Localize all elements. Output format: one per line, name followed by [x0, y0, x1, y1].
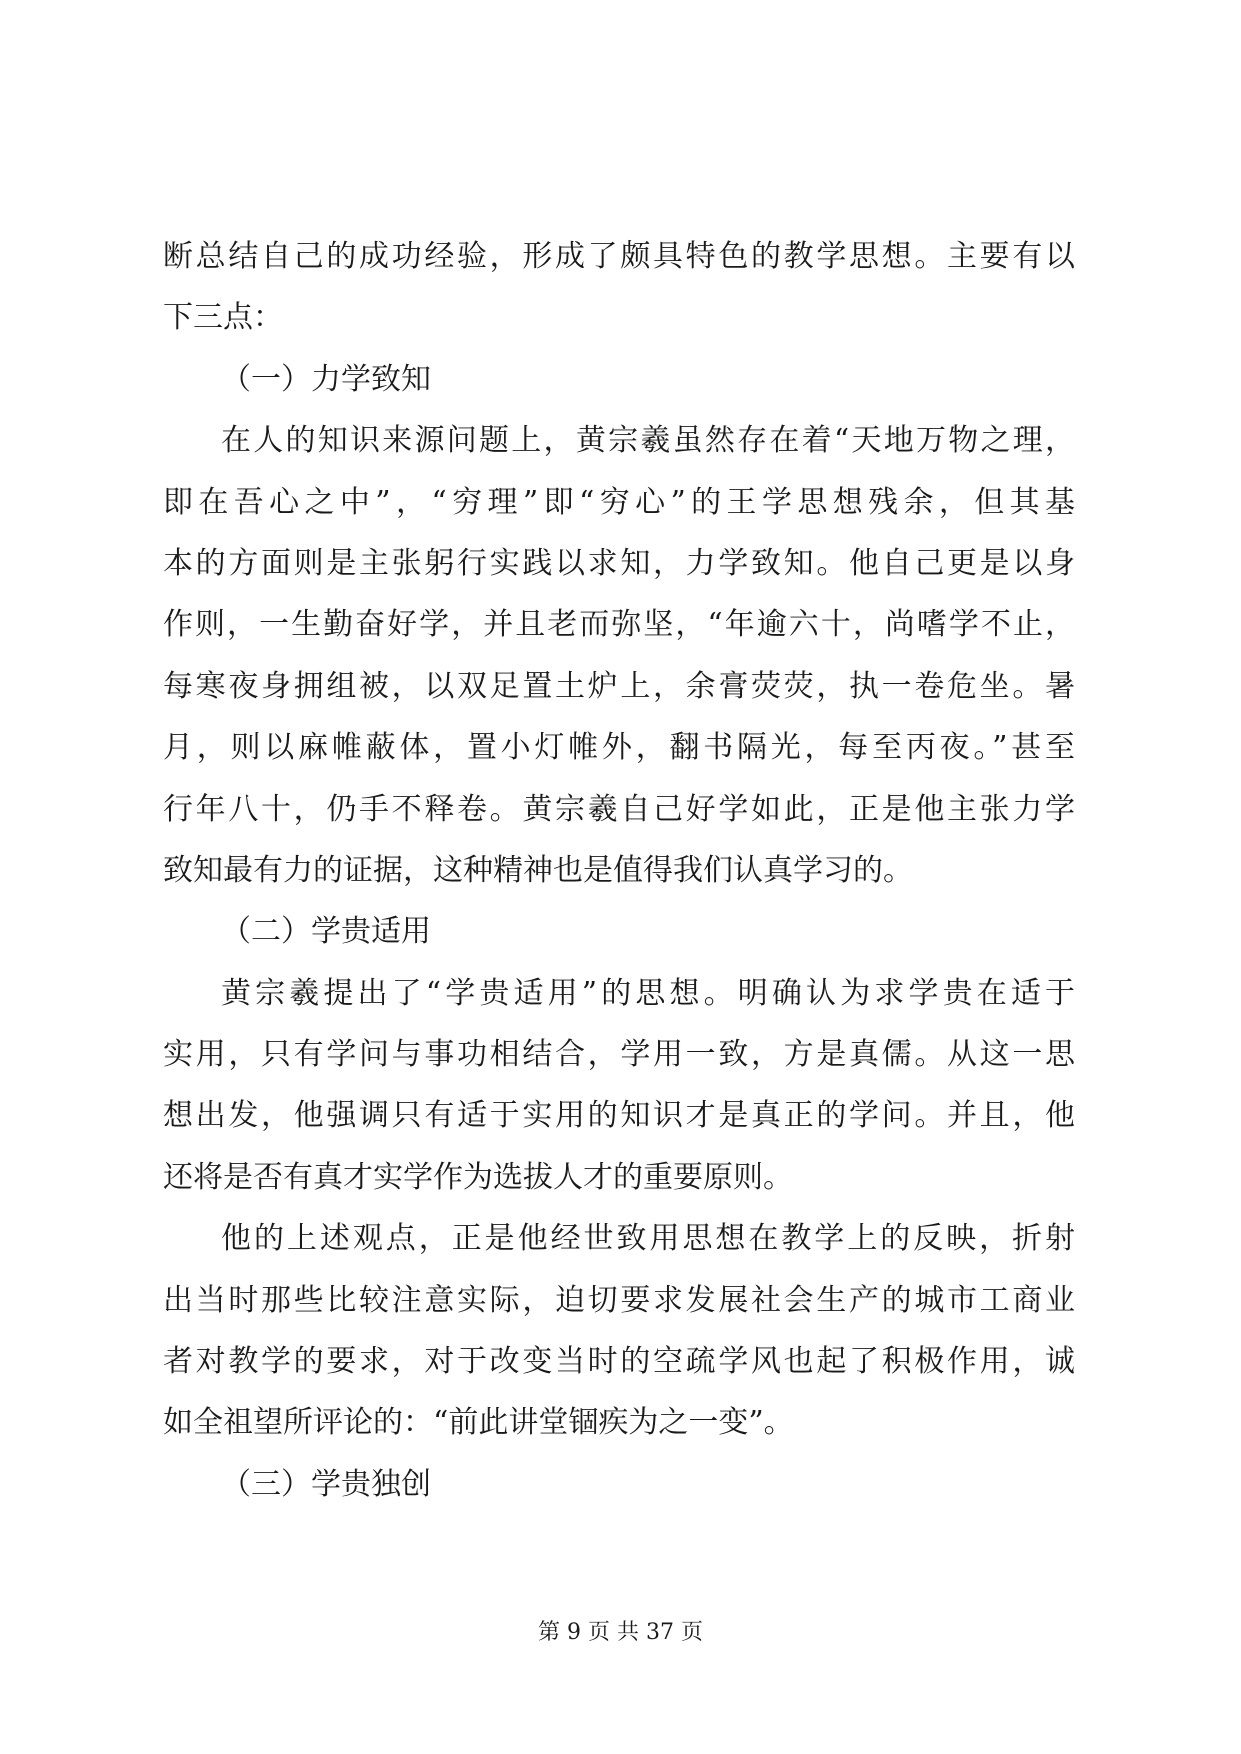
text-line: 每寒夜身拥组被，以双足置土炉上，余膏荧荧，执一卷危坐。暑 [163, 668, 1075, 704]
text-line: 想出发，他强调只有适于实用的知识才是真正的学问。并且，他 [163, 1098, 1075, 1134]
text-line: 在人的知识来源问题上，黄宗羲虽然存在着“天地万物之理， [221, 423, 1075, 459]
section-heading: （二）学贵适用 [221, 914, 431, 950]
section-heading: （三）学贵独创 [221, 1466, 431, 1502]
page-footer: 第 9 页 共 37 页 [538, 1620, 703, 1645]
text-line: 者对教学的要求，对于改变当时的空疏学风也起了积极作用，诚 [163, 1344, 1075, 1380]
text-line: 本的方面则是主张躬行实践以求知，力学致知。他自己更是以身 [163, 545, 1075, 581]
body-text [163, 226, 1075, 1515]
text-line: 致知最有力的证据，这种精神也是值得我们认真学习的。 [163, 852, 913, 888]
text-line: 断总结自己的成功经验，形成了颇具特色的教学思想。主要有以 [163, 239, 1075, 274]
text-line: 即在吾心之中”，“穷理”即“穷心”的王学思想残余，但其基 [163, 484, 1075, 520]
section-heading: （一）力学致知 [221, 361, 431, 397]
text-line: 作则，一生勤奋好学，并且老而弥坚，“年逾六十，尚嗜学不止， [163, 607, 1075, 643]
text-line: 下三点： [163, 300, 283, 336]
text-line: 出当时那些比较注意实际，迫切要求发展社会生产的城市工商业 [163, 1282, 1075, 1318]
text-line: 实用，只有学问与事功相结合，学用一致，方是真儒。从这一思 [163, 1037, 1075, 1073]
text-line: 还将是否有真才实学作为选拔人才的重要原则。 [163, 1159, 793, 1195]
text-line: 行年八十，仍手不释卷。黄宗羲自己好学如此，正是他主张力学 [163, 791, 1075, 827]
text-line: 如全祖望所评论的：“前此讲堂锢疾为之一变”。 [163, 1405, 794, 1441]
text-line: 他的上述观点，正是他经世致用思想在教学上的反映，折射 [221, 1221, 1075, 1257]
text-line: 月，则以麻帷蔽体，置小灯帷外，翻书隔光，每至丙夜。”甚至 [163, 730, 1075, 766]
text-line: 黄宗羲提出了“学贵适用”的思想。明确认为求学贵在适于 [221, 975, 1075, 1011]
